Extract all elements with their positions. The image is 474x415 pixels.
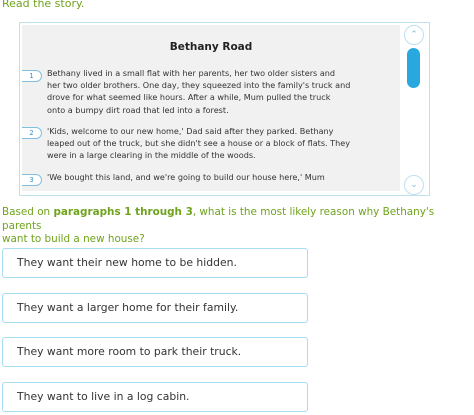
question-prefix: Based on — [2, 206, 54, 218]
paragraph-number-1: 1 — [22, 70, 42, 82]
paragraph-line: 'We bought this land, and we're going to build our house here,' Mum — [47, 172, 325, 182]
chevron-up-icon[interactable]: ⌃ — [404, 25, 424, 45]
answer-choice-3[interactable]: They want more room to park their truck. — [2, 337, 308, 367]
story-panel[interactable] — [22, 25, 400, 191]
question-emphasis: paragraphs 1 through 3 — [53, 206, 193, 218]
question-text — [2, 206, 474, 247]
paragraph-line: were in a large clearing in the middle of the woods. — [47, 150, 256, 161]
paragraph-line: 'Kids, welcome to our new home,' Dad said after they parked. Bethany — [47, 126, 334, 136]
paragraph-2 — [47, 125, 387, 162]
story-scrollbar[interactable] — [403, 24, 425, 192]
paragraph-number-3: 3 — [22, 174, 42, 186]
paragraph-line: Bethany lived in a small flat with her parents, her two older sisters and — [47, 68, 336, 78]
paragraph-line: her two older brothers. One day, they squeezed into the family's truck and — [47, 80, 351, 91]
answer-choice-1[interactable]: They want their new home to be hidden. — [2, 248, 308, 278]
paragraph-line: drove for what seemed like hours. After a while, Mum pulled the truck — [47, 92, 331, 103]
question-line2: want to build a new house? — [2, 233, 145, 245]
paragraph-line: leaped out of the truck, but she didn't see a house or a block of flats. They — [47, 138, 351, 149]
scrollbar-thumb[interactable] — [407, 48, 420, 88]
paragraph-number-2: 2 — [22, 127, 42, 139]
paragraph-line: onto a bumpy dirt road that led into a forest. — [47, 104, 229, 115]
answer-choice-4[interactable]: They want to live in a log cabin. — [2, 382, 308, 412]
question-line1-rest: , what is the most likely reason why Bethany's parents — [2, 206, 435, 232]
paragraph-1 — [47, 67, 387, 116]
instruction-text: Read the story. — [2, 0, 85, 10]
answer-choice-2[interactable]: They want a larger home for their family. — [2, 293, 308, 323]
story-frame — [19, 22, 430, 196]
paragraph-3 — [47, 171, 387, 183]
chevron-down-icon[interactable]: ⌄ — [404, 175, 424, 195]
story-title: Bethany Road — [169, 41, 253, 53]
